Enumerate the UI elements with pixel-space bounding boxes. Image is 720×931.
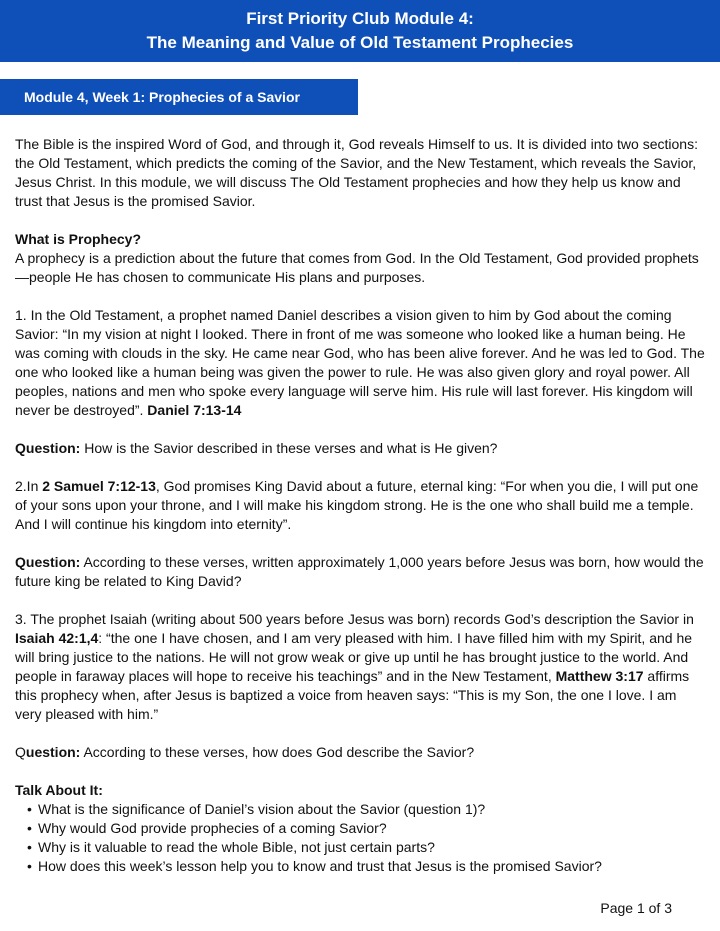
list-item: • What is the significance of Daniel’s vision about the Savior (question 1)? xyxy=(15,800,705,819)
question-1: Question: How is the Savior described in these verses and what is He given? xyxy=(15,440,498,456)
what-is-prophecy-heading: What is Prophecy? xyxy=(15,231,142,247)
list-item: • How does this week’s lesson help you to know and trust that Jesus is the promised Savior? xyxy=(15,857,705,876)
page-header xyxy=(0,0,720,62)
question-label: Question: xyxy=(15,554,81,570)
question-label: Question: xyxy=(15,440,81,456)
prophecy-item-2: 2.In 2 Samuel 7:12-13, God promises King David about a future, eternal king: “For when you die, I will put one of your sons upon your throne, and I will make his kingdom strong. He is the one who shall build me a temple. And I will continue his kingdom into eternity”. xyxy=(15,478,699,532)
scripture-ref-isaiah: Isaiah 42:1,4 xyxy=(15,630,99,646)
talk-about-it-heading: Talk About It: xyxy=(15,782,103,798)
question-label: uestion: xyxy=(25,744,81,760)
document-body xyxy=(15,135,705,876)
what-is-prophecy-text: A prophecy is a prediction about the future that comes from God. In the Old Testament, God provided prophets—people He has chosen to communicate His plans and purposes. xyxy=(15,250,699,285)
intro-paragraph: The Bible is the inspired Word of God, and through it, God reveals Himself to us. It is divided into two sections: the Old Testament, which predicts the coming of the Savior, and the New Testament, which reveals the Savior, Jesus Christ. In this module, we will discuss The Old Testament prophecies and how they help us know and trust that Jesus is the promised Savior. xyxy=(15,136,698,209)
list-item: • Why would God provide prophecies of a coming Savior? xyxy=(15,819,705,838)
question-2: Question: According to these verses, written approximately 1,000 years before Jesus was born, how would the future king be related to King David? xyxy=(15,554,704,589)
week-title-banner: Module 4, Week 1: Prophecies of a Savior xyxy=(0,79,358,115)
header-title-line1: First Priority Club Module 4: xyxy=(246,9,474,28)
prophecy-item-1: 1. In the Old Testament, a prophet named Daniel describes a vision given to him by God about the coming Savior: “In my vision at night I looked. There in front of me was someone who looked like a human being. He was coming with clouds in the sky. He came near God, who has been alive forever. And he was led to God. The one who looked like a human being was given the power to rule. He was also given glory and royal power. All peoples, nations and men who spoke every language will serve him. His rule will last forever. His kingdom will never be destroyed”. Daniel 7:13-14 xyxy=(15,307,705,418)
scripture-ref-matthew: Matthew 3:17 xyxy=(555,668,644,684)
talk-about-it-list xyxy=(15,800,705,876)
scripture-ref-samuel: 2 Samuel 7:12-13 xyxy=(42,478,156,494)
header-title-line2: The Meaning and Value of Old Testament Prophecies xyxy=(146,33,574,52)
prophecy-item-3: 3. The prophet Isaiah (writing about 500 years before Jesus was born) records God’s description the Savior in Isaiah 42:1,4: “the one I have chosen, and I am very pleased with him. I have filled him with my Spirit, and he will bring justice to the nations. He will not grow weak or give up until he has brought justice to the world. And people in faraway places will hope to receive his teachings” and in the New Testament, Matthew 3:17 affirms this prophecy when, after Jesus is baptized a voice from heaven says: “This is my Son, the one I love. I am very pleased with him.” xyxy=(15,611,694,722)
question-3: Question: According to these verses, how does God describe the Savior? xyxy=(15,744,475,760)
scripture-ref-daniel: Daniel 7:13-14 xyxy=(147,402,242,418)
page-number: Page 1 of 3 xyxy=(600,900,672,916)
list-item: • Why is it valuable to read the whole Bible, not just certain parts? xyxy=(15,838,705,857)
